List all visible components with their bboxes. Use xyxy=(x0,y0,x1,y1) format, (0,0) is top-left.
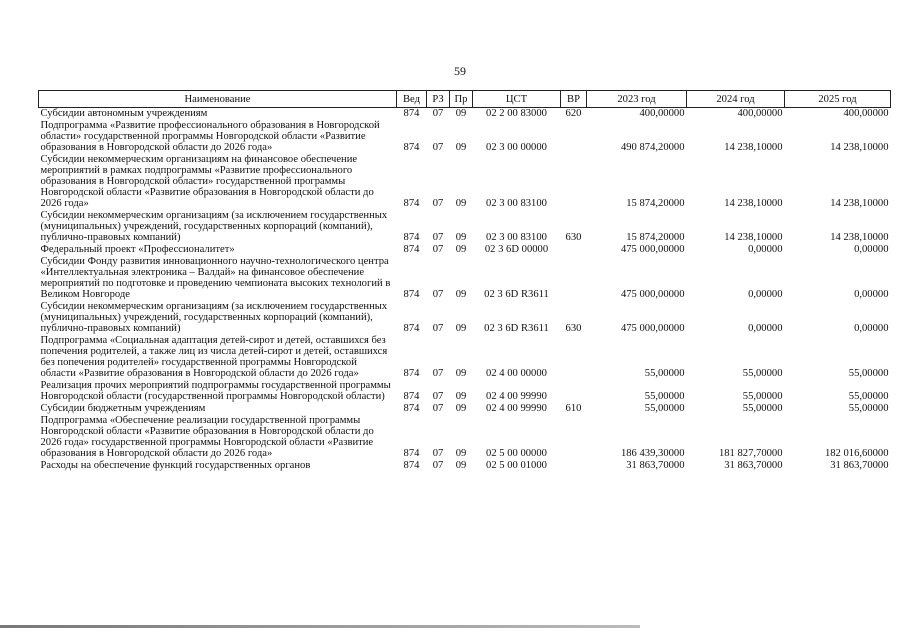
table-row xyxy=(39,210,891,244)
cell-ved: 874 xyxy=(403,244,420,255)
budget-sheet xyxy=(38,90,890,472)
cell-name: Реализация прочих мероприятий подпрограммы государственной программы Новгородской области (государственной программы Новгородской области) xyxy=(40,380,391,402)
cell-2025: 14 238,10000 xyxy=(830,142,889,153)
scan-edge-line xyxy=(0,625,640,628)
table-row xyxy=(39,244,891,256)
cell-ved: 874 xyxy=(403,391,420,402)
cell-2024: 55,00000 xyxy=(742,403,783,414)
cell-2023: 55,00000 xyxy=(644,368,685,379)
cell-cst: 02 3 00 83100 xyxy=(486,232,547,243)
header-cst: ЦСТ xyxy=(473,91,561,108)
cell-name: Субсидии некоммерческим организациям на финансовое обеспечение мероприятий в рамках подпрограммы «Развитие профессионального образования в Новгородской области» государственной программы Новгородской области «Развитие образования в Новгородской области до 2026 года» xyxy=(40,154,374,209)
cell-vr xyxy=(561,380,587,403)
cell-ved: 874 xyxy=(403,108,420,119)
cell-vr: 630 xyxy=(565,232,582,243)
cell-2023: 15 874,20000 xyxy=(626,198,685,209)
cell-ved: 874 xyxy=(403,460,420,471)
table-row xyxy=(39,380,891,403)
cell-2023: 55,00000 xyxy=(644,403,685,414)
cell-2025: 14 238,10000 xyxy=(830,198,889,209)
cell-cst: 02 2 00 83000 xyxy=(486,108,547,119)
cell-2023: 186 439,30000 xyxy=(620,448,685,459)
cell-2024: 181 827,70000 xyxy=(718,448,783,459)
cell-ved: 874 xyxy=(403,198,420,209)
cell-ved: 874 xyxy=(403,403,420,414)
header-rz: РЗ xyxy=(427,91,450,108)
cell-cst: 02 3 6D R3611 xyxy=(484,323,549,334)
cell-pr: 09 xyxy=(455,448,467,459)
cell-rz: 07 xyxy=(432,403,444,414)
table-header-row xyxy=(39,91,891,108)
cell-2024: 14 238,10000 xyxy=(724,142,783,153)
cell-cst: 02 3 00 83100 xyxy=(486,198,547,209)
cell-2023: 400,00000 xyxy=(639,108,685,119)
cell-rz: 07 xyxy=(432,142,444,153)
cell-cst: 02 4 00 99990 xyxy=(486,391,547,402)
table-row xyxy=(39,335,891,380)
cell-2024: 31 863,70000 xyxy=(724,460,783,471)
cell-pr: 09 xyxy=(455,244,467,255)
cell-cst: 02 3 6D 00000 xyxy=(484,244,549,255)
cell-vr xyxy=(561,460,587,472)
cell-pr: 09 xyxy=(455,403,467,414)
cell-cst: 02 4 00 00000 xyxy=(486,368,547,379)
cell-name: Субсидии автономным учреждениям xyxy=(40,108,208,119)
cell-2023: 475 000,00000 xyxy=(620,289,685,300)
cell-rz: 07 xyxy=(432,448,444,459)
cell-2025: 55,00000 xyxy=(848,403,889,414)
cell-ved: 874 xyxy=(403,323,420,334)
cell-rz: 07 xyxy=(432,460,444,471)
cell-2024: 0,00000 xyxy=(748,323,783,334)
cell-2025: 55,00000 xyxy=(848,368,889,379)
table-row xyxy=(39,120,891,154)
cell-pr: 09 xyxy=(455,323,467,334)
cell-rz: 07 xyxy=(432,244,444,255)
table-row xyxy=(39,154,891,210)
cell-name: Субсидии Фонду развития инновационного научно-технологического центра «Интеллектуальная электроника – Валдай» на финансовое обеспечение мероприятий по подготовке и проведению чемпионата высоких технологий в Великом Новгороде xyxy=(40,256,391,300)
cell-2025: 0,00000 xyxy=(854,323,889,334)
header-name: Наименование xyxy=(39,91,397,108)
cell-vr xyxy=(561,154,587,210)
cell-pr: 09 xyxy=(455,142,467,153)
cell-2023: 490 874,20000 xyxy=(620,142,685,153)
cell-vr xyxy=(561,120,587,154)
cell-vr xyxy=(561,335,587,380)
cell-rz: 07 xyxy=(432,232,444,243)
cell-pr: 09 xyxy=(455,368,467,379)
cell-2024: 400,00000 xyxy=(737,108,783,119)
cell-ved: 874 xyxy=(403,448,420,459)
cell-ved: 874 xyxy=(403,368,420,379)
cell-2024: 0,00000 xyxy=(748,244,783,255)
cell-cst: 02 4 00 99990 xyxy=(486,403,547,414)
cell-pr: 09 xyxy=(455,108,467,119)
cell-ved: 874 xyxy=(403,289,420,300)
cell-pr: 09 xyxy=(455,391,467,402)
cell-name: Субсидии некоммерческим организациям (за исключением государственных (муниципальных) учреждений, государственных корпораций (компаний), публично-правовых компаний) xyxy=(40,301,388,334)
cell-name: Расходы на обеспечение функций государственных органов xyxy=(40,460,311,471)
table-row xyxy=(39,403,891,415)
page-number: 59 xyxy=(454,64,466,78)
cell-2025: 400,00000 xyxy=(843,108,889,119)
cell-rz: 07 xyxy=(432,368,444,379)
cell-2023: 475 000,00000 xyxy=(620,244,685,255)
cell-pr: 09 xyxy=(455,289,467,300)
cell-rz: 07 xyxy=(432,391,444,402)
header-pr: Пр xyxy=(450,91,473,108)
cell-cst: 02 3 6D R3611 xyxy=(484,289,549,300)
cell-2023: 31 863,70000 xyxy=(626,460,685,471)
table-row xyxy=(39,108,891,121)
cell-name: Подпрограмма «Развитие профессионального образования в Новгородской области» государственной программы Новгородской области «Развитие образования в Новгородской области до 2026 года» xyxy=(40,120,380,153)
table-row xyxy=(39,301,891,335)
cell-name: Субсидии бюджетным учреждениям xyxy=(40,403,206,414)
cell-2023: 475 000,00000 xyxy=(620,323,685,334)
table-row xyxy=(39,256,891,301)
cell-cst: 02 5 00 00000 xyxy=(486,448,547,459)
cell-2024: 55,00000 xyxy=(742,368,783,379)
cell-vr: 610 xyxy=(565,403,582,414)
cell-vr xyxy=(561,415,587,460)
cell-name: Федеральный проект «Профессионалитет» xyxy=(40,244,235,255)
header-2024: 2024 год xyxy=(687,91,785,108)
cell-pr: 09 xyxy=(455,198,467,209)
cell-2025: 31 863,70000 xyxy=(830,460,889,471)
cell-name: Подпрограмма «Социальная адаптация детей-сирот и детей, оставшихся без попечения родителей, а также лиц из числа детей-сирот и детей, оставшихся без попечения родителей» государственной программы Новгородской области «Развитие образования в Новгородской области до 2026 года» xyxy=(40,335,388,379)
cell-2024: 14 238,10000 xyxy=(724,232,783,243)
cell-rz: 07 xyxy=(432,289,444,300)
header-2025: 2025 год xyxy=(785,91,891,108)
cell-2024: 0,00000 xyxy=(748,289,783,300)
cell-2025: 0,00000 xyxy=(854,244,889,255)
cell-ved: 874 xyxy=(403,142,420,153)
cell-rz: 07 xyxy=(432,323,444,334)
cell-vr: 630 xyxy=(565,323,582,334)
table-row xyxy=(39,460,891,472)
cell-2025: 182 016,60000 xyxy=(824,448,889,459)
cell-vr xyxy=(561,256,587,301)
cell-pr: 09 xyxy=(455,232,467,243)
cell-2024: 14 238,10000 xyxy=(724,198,783,209)
cell-ved: 874 xyxy=(403,232,420,243)
table-body xyxy=(39,108,891,473)
cell-name: Субсидии некоммерческим организациям (за исключением государственных (муниципальных) учреждений, государственных корпораций (компаний), публично-правовых компаний) xyxy=(40,210,388,243)
cell-2023: 55,00000 xyxy=(644,391,685,402)
budget-table xyxy=(38,90,891,472)
header-2023: 2023 год xyxy=(587,91,687,108)
cell-cst: 02 5 00 01000 xyxy=(486,460,547,471)
cell-vr: 620 xyxy=(565,108,582,119)
cell-pr: 09 xyxy=(455,460,467,471)
cell-rz: 07 xyxy=(432,198,444,209)
cell-2025: 0,00000 xyxy=(854,289,889,300)
header-ved: Вед xyxy=(397,91,427,108)
cell-cst: 02 3 00 00000 xyxy=(486,142,547,153)
cell-2024: 55,00000 xyxy=(742,391,783,402)
header-vr: ВР xyxy=(561,91,587,108)
cell-rz: 07 xyxy=(432,108,444,119)
cell-2023: 15 874,20000 xyxy=(626,232,685,243)
table-row xyxy=(39,415,891,460)
cell-name: Подпрограмма «Обеспечение реализации государственной программы Новгородской области «Развитие образования в Новгородской области до 2026 года» государственной программы Новгородской области «Развитие образования в Новгородской области до 2026 года» xyxy=(40,415,374,459)
cell-2025: 55,00000 xyxy=(848,391,889,402)
cell-vr xyxy=(561,244,587,256)
cell-2025: 14 238,10000 xyxy=(830,232,889,243)
